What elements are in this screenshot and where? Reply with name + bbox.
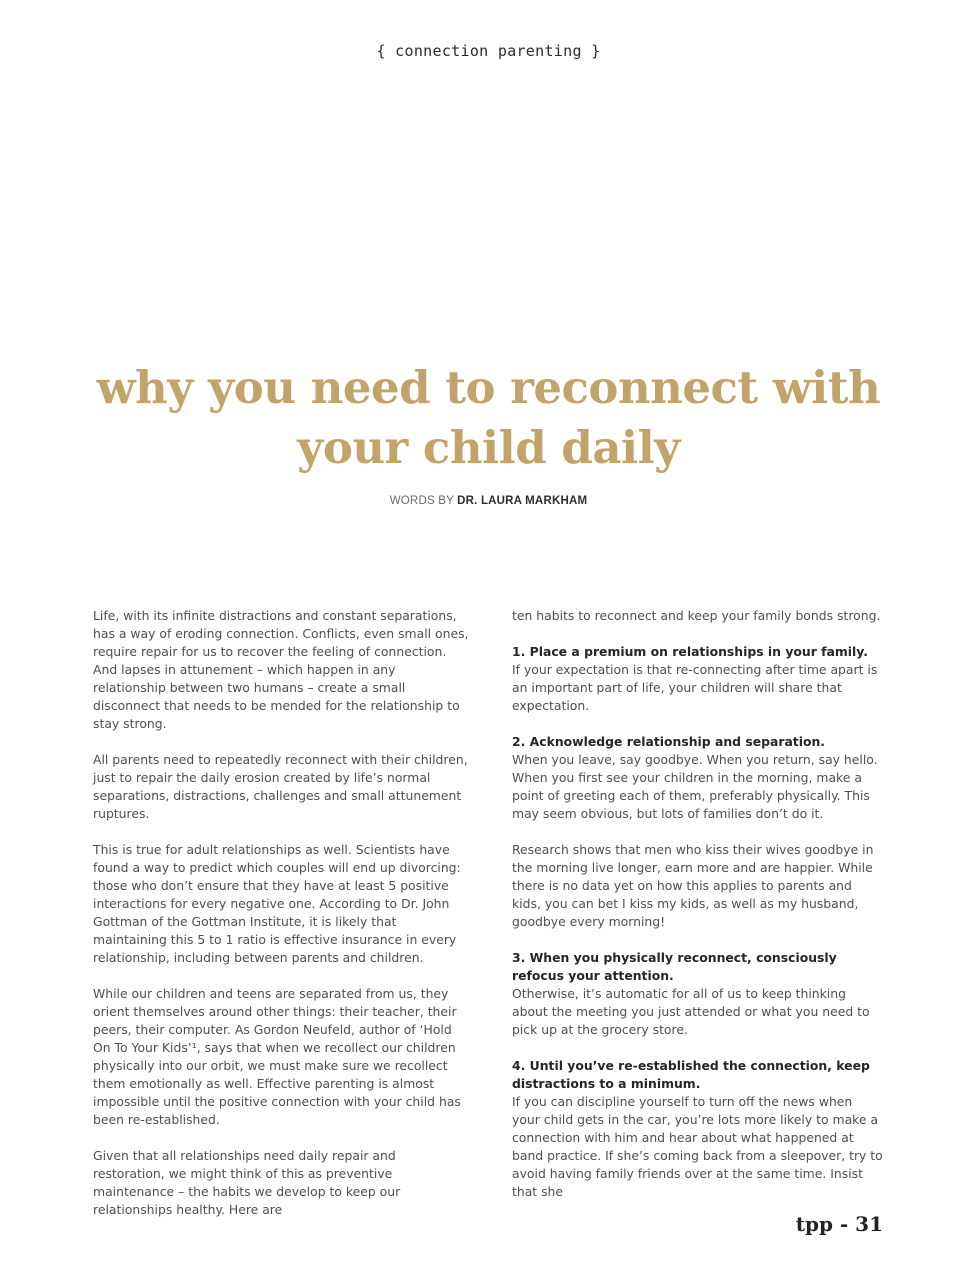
section-tag: { connection parenting } bbox=[376, 42, 601, 60]
habit-body: When you leave, say goodbye. When you return, say hello. When you first see your children in the morning, make a point of greeting each of them, preferably physically. This may seem obvious, but lots of families don’t do it. bbox=[512, 752, 878, 821]
habit-body: If your expectation is that re-connecting after time apart is an important part of life, your children will share that expectation. bbox=[512, 662, 878, 713]
title-line-2: your child daily bbox=[297, 421, 680, 474]
byline bbox=[0, 495, 977, 507]
body-paragraph: This is true for adult relationships as well. Scientists have found a way to predict which couples will end up divorcing: those who don’t ensure that they have at least 5 positive interactions for every negative one. According to Dr. John Gottman of the Gottman Institute, it is likely that maintaining this 5 to 1 ratio is effective insurance in every relationship, including between parents and children. bbox=[93, 842, 461, 965]
habit-body: Otherwise, it’s automatic for all of us to keep thinking about the meeting you just attended or what you need to pick up at the grocery store. bbox=[512, 986, 870, 1037]
body-paragraph: Given that all relationships need daily repair and restoration, we might think of this as preventive maintenance – the habits we develop to keep our relationships healthy. Here are bbox=[93, 1148, 401, 1217]
byline-author: DR. LAURA MARKHAM bbox=[457, 495, 588, 507]
habit-heading: 1. Place a premium on relationships in your family. bbox=[512, 644, 868, 659]
right-column bbox=[512, 607, 884, 1219]
body-paragraph: Life, with its infinite distractions and constant separations, has a way of eroding connection. Conflicts, even small ones, require repair for us to recover the feeling of connection. And lapses in attunement – which happen in any relationship between two humans – create a small disconnect that needs to be mended for the relationship to stay strong. bbox=[93, 608, 469, 731]
body-paragraph: All parents need to repeatedly reconnect with their children, just to repair the daily erosion created by life’s normal separations, distractions, challenges and small attunement ruptures. bbox=[93, 752, 468, 821]
body-paragraph: While our children and teens are separated from us, they orient themselves around other things: their teacher, their peers, their computer. As Gordon Neufeld, author of ‘Hold On To Your Kids’¹, says that when we recollect our children physically into our orbit, we must make sure we recollect them emotionally as well. Effective parenting is almost impossible until the positive connection with your child has been re-established. bbox=[93, 986, 461, 1127]
page-number: tpp - 31 bbox=[795, 1212, 883, 1236]
left-column bbox=[93, 607, 471, 1237]
habit-heading: 4. Until you’ve re-established the connection, keep distractions to a minimum. bbox=[512, 1058, 870, 1091]
habit-heading: 2. Acknowledge relationship and separation. bbox=[512, 734, 826, 749]
habit-heading: 3. When you physically reconnect, consciously refocus your attention. bbox=[512, 950, 837, 983]
article-title bbox=[80, 358, 897, 478]
title-line-1: why you need to reconnect with bbox=[96, 361, 881, 414]
byline-prefix: WORDS BY bbox=[389, 495, 458, 507]
intro-paragraph: ten habits to reconnect and keep your family bonds strong. bbox=[512, 608, 881, 623]
habit-body: If you can discipline yourself to turn off the news when your child gets in the car, you’re lots more likely to make a connection with him and hear about what happened at band practice. If she’s coming back from a sleepover, try to avoid having family friends over at the same time. Insist that she bbox=[512, 1094, 883, 1199]
body-paragraph: Research shows that men who kiss their wives goodbye in the morning live longer, earn more and are happier. While there is no data yet on how this applies to parents and kids, you can bet I kiss my kids, as well as my husband, goodbye every morning! bbox=[512, 842, 874, 929]
